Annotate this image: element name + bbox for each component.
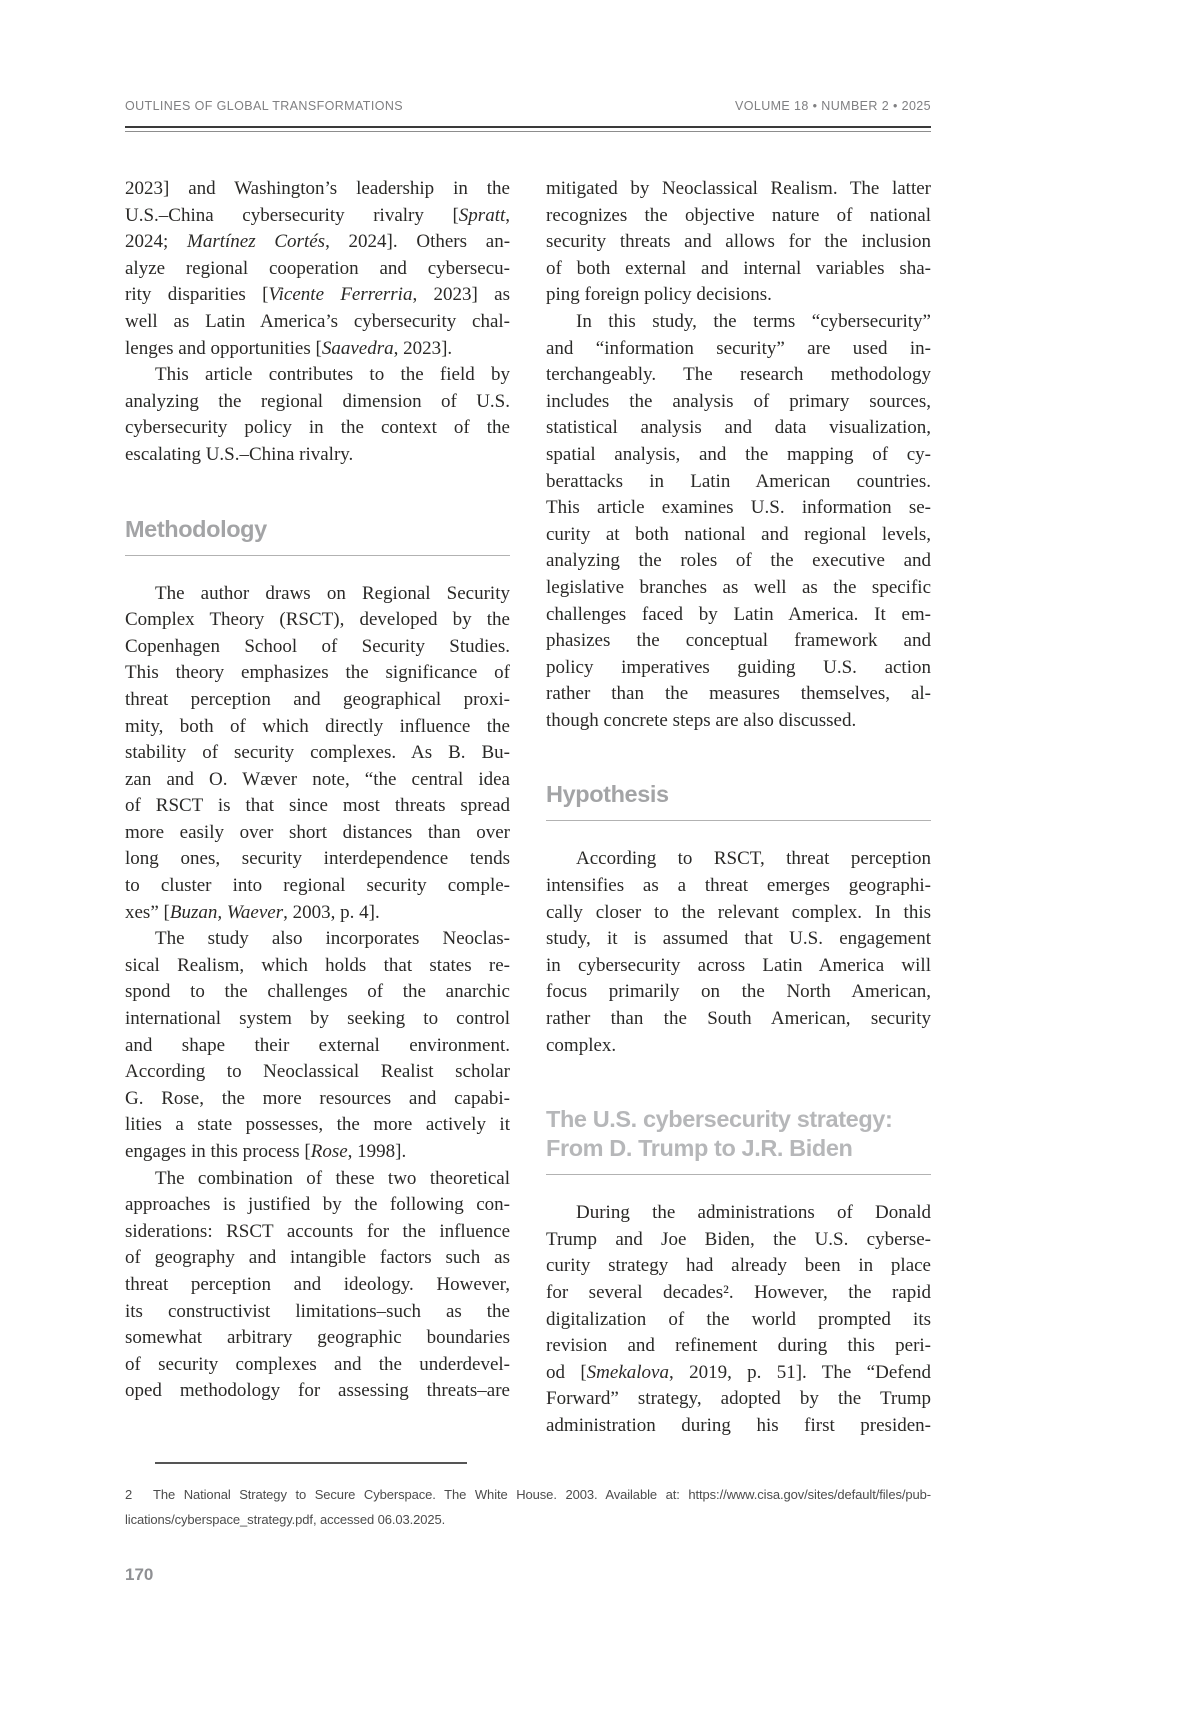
- body-line: engages in this process [Rose, 1998].: [125, 1141, 407, 1162]
- footnote-line-1: [125, 1482, 931, 1507]
- body-line: G. Rose, the more resources and capabi-: [125, 1087, 510, 1109]
- body-line: digitalization of the world prompted its: [546, 1308, 931, 1330]
- body-line: 2023] and Washington’s leadership in the: [125, 178, 510, 199]
- body-line: alyze regional cooperation and cybersecu-: [125, 257, 510, 279]
- body-line: of security complexes and the underdevel-: [125, 1353, 510, 1375]
- body-line: phasizes the conceptual framework and: [546, 630, 931, 652]
- body-line: oped methodology for assessing threats–are: [125, 1380, 510, 1402]
- body-line: During the administrations of Donald: [576, 1202, 931, 1224]
- body-line: revision and refinement during this peri-: [546, 1335, 931, 1357]
- section-heading-line: Methodology: [125, 515, 267, 542]
- page-number: 170: [125, 1565, 154, 1584]
- body-line: policy imperatives guiding U.S. action: [546, 656, 931, 678]
- column-left: [125, 176, 510, 1440]
- body-line: study, it is assumed that U.S. engagement: [546, 928, 931, 950]
- body-line: cally closer to the relevant complex. In this: [546, 901, 931, 923]
- body-line: spond to the challenges of the anarchic: [125, 981, 510, 1003]
- heading-rule: [546, 820, 931, 821]
- body-line: zan and O. Wæver note, “the central idea: [125, 768, 510, 790]
- body-line: In this study, the terms “cybersecurity”: [576, 310, 931, 332]
- body-line: threat perception and geographical proxi-: [125, 688, 510, 710]
- section-heading-line: Hypothesis: [546, 781, 669, 808]
- body-line: Forward” strategy, adopted by the Trump: [546, 1388, 931, 1410]
- body-line: lenges and opportunities [Saavedra, 2023].: [125, 337, 453, 359]
- body-line: and shape their external environment.: [125, 1034, 510, 1056]
- section-heading: [546, 1105, 931, 1163]
- article-body: [125, 176, 931, 1440]
- body-line: analyzing the roles of the executive and: [546, 550, 931, 572]
- body-line: berattacks in Latin American countries.: [546, 470, 931, 492]
- footnote-marker: 2: [125, 1487, 133, 1502]
- footnote-line-2: lications/cyberspace_strategy.pdf, accessed 06.03.2025.: [125, 1512, 446, 1527]
- body-line: recognizes the objective nature of national: [546, 204, 931, 226]
- body-line: terchangeably. The research methodology: [546, 364, 931, 386]
- body-line: According to RSCT, threat perception: [576, 848, 931, 870]
- body-line: siderations: RSCT accounts for the influence: [125, 1220, 510, 1242]
- body-line: curity strategy had already been in place: [546, 1255, 931, 1277]
- footnote-line-1-text: The National Strategy to Secure Cyberspace. The White House. 2003. Available at: https://www.cisa.gov/sites/default/files/pub-: [153, 1487, 931, 1502]
- section-heading-line: The U.S. cybersecurity strategy:: [546, 1106, 893, 1133]
- body-line: sical Realism, which holds that states re-: [125, 954, 510, 976]
- body-line: Trump and Joe Biden, the U.S. cyberse-: [546, 1228, 931, 1250]
- body-line: includes the analysis of primary sources,: [546, 390, 931, 412]
- body-line: stability of security complexes. As B. Bu-: [125, 742, 510, 764]
- body-line: This article contributes to the field by: [155, 364, 510, 386]
- body-line: for several decades². However, the rapid: [546, 1282, 931, 1303]
- body-line: statistical analysis and data visualization,: [546, 417, 931, 439]
- body-line: its constructivist limitations–such as the: [125, 1300, 510, 1322]
- issue-info: VOLUME 18 • NUMBER 2 • 2025: [734, 99, 931, 113]
- body-line: well as Latin America’s cybersecurity chal-: [125, 310, 510, 332]
- heading-rule: [125, 555, 510, 556]
- section-heading-line: From D. Trump to J.R. Biden: [546, 1135, 853, 1162]
- body-line: This theory emphasizes the significance of: [125, 662, 510, 684]
- body-line: spatial analysis, and the mapping of cy-: [546, 443, 931, 465]
- body-line: of geography and intangible factors such as: [125, 1247, 510, 1269]
- body-line: 2024; Martínez Cortés, 2024]. Others an-: [125, 231, 511, 253]
- body-line: Complex Theory (RSCT), developed by the: [125, 609, 510, 631]
- body-line: intensifies as a threat emerges geographi-: [546, 875, 931, 897]
- body-line: curity at both national and regional levels,: [546, 523, 931, 545]
- body-line: According to Neoclassical Realist scholar: [125, 1061, 510, 1083]
- body-line: international system by seeking to control: [125, 1008, 510, 1030]
- body-line: The author draws on Regional Security: [155, 582, 510, 604]
- body-line: somewhat arbitrary geographic boundaries: [125, 1327, 510, 1349]
- journal-title: OUTLINES OF GLOBAL TRANSFORMATIONS: [125, 99, 403, 113]
- body-line: xes” [Buzan, Waever, 2003, p. 4].: [125, 901, 380, 923]
- body-line: U.S.–China cybersecurity rivalry [Spratt,: [125, 204, 510, 226]
- body-line: od [Smekalova, 2019, p. 51]. The “Defend: [546, 1361, 932, 1383]
- body-line: complex.: [546, 1034, 617, 1056]
- body-line: approaches is justified by the following con-: [125, 1194, 510, 1216]
- body-line: in cybersecurity across Latin America will: [546, 954, 931, 976]
- body-line: The study also incorporates Neoclas-: [155, 928, 510, 950]
- body-line: to cluster into regional security comple-: [125, 875, 510, 897]
- body-line: escalating U.S.–China rivalry.: [125, 443, 354, 465]
- body-line: ping foreign policy decisions.: [546, 284, 772, 306]
- body-line: rather than the South American, security: [546, 1008, 931, 1030]
- body-line: Copenhagen School of Security Studies.: [125, 635, 510, 657]
- section-heading: [546, 780, 931, 809]
- heading-rule: [546, 1174, 931, 1175]
- body-line: security threats and allows for the inclusion: [546, 231, 931, 253]
- footnote-rule: [155, 1462, 467, 1464]
- body-line: cybersecurity policy in the context of the: [125, 417, 510, 439]
- body-line: rity disparities [Vicente Ferrerria, 2023] as: [125, 284, 510, 306]
- body-line: administration during his first presiden-: [546, 1414, 931, 1436]
- body-line: mity, both of which directly influence the: [125, 715, 510, 737]
- body-line: This article examines U.S. information se-: [546, 497, 931, 519]
- footnote: [125, 1462, 931, 1532]
- body-line: long ones, security interdependence tends: [125, 848, 510, 870]
- body-line: lities a state possesses, the more actively it: [125, 1114, 510, 1136]
- body-line: of RSCT is that since most threats spread: [125, 795, 510, 817]
- body-line: focus primarily on the North American,: [546, 981, 931, 1003]
- section-heading: [125, 515, 510, 544]
- body-line: more easily over short distances than over: [125, 821, 510, 843]
- body-line: and “information security” are used in-: [546, 337, 931, 359]
- body-line: of both external and internal variables sha-: [546, 257, 931, 279]
- body-line: threat perception and ideology. However,: [125, 1273, 510, 1295]
- body-line: analyzing the regional dimension of U.S.: [125, 390, 510, 412]
- header-rule: [125, 126, 931, 132]
- body-line: The combination of these two theoretical: [155, 1167, 510, 1189]
- body-line: rather than the measures themselves, al-: [546, 683, 931, 705]
- body-line: legislative branches as well as the specific: [546, 576, 931, 598]
- body-line: mitigated by Neoclassical Realism. The latter: [546, 178, 931, 199]
- running-header: [125, 99, 931, 113]
- body-line: challenges faced by Latin America. It em-: [546, 603, 931, 625]
- body-line: though concrete steps are also discussed.: [546, 709, 857, 731]
- column-right: [546, 176, 931, 1440]
- footnote-text: [125, 1482, 931, 1532]
